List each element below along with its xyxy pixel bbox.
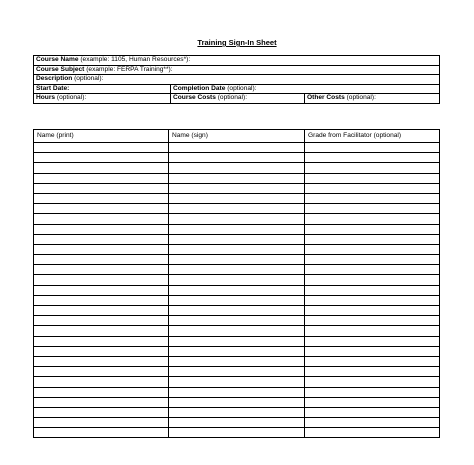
sign-in-rows — [34, 143, 440, 438]
other-costs-hint: (optional): — [344, 94, 376, 101]
grade-cell[interactable] — [305, 143, 440, 153]
grade-cell[interactable] — [305, 295, 440, 305]
grade-cell[interactable] — [305, 356, 440, 366]
name-print-cell[interactable] — [34, 356, 169, 366]
grade-cell[interactable] — [305, 397, 440, 407]
name-print-cell[interactable] — [34, 418, 169, 428]
grade-cell[interactable] — [305, 204, 440, 214]
grade-cell[interactable] — [305, 275, 440, 285]
grade-cell[interactable] — [305, 407, 440, 417]
name-sign-cell[interactable] — [169, 377, 305, 387]
name-print-cell[interactable] — [34, 326, 169, 336]
name-sign-cell[interactable] — [169, 244, 305, 254]
description-label: Description — [36, 75, 73, 82]
start-date-label: Start Date: — [36, 84, 70, 92]
course-costs-field[interactable] — [171, 94, 305, 104]
course-subject-label: Course Subject — [36, 65, 85, 73]
course-name-hint: (example: 1105, Human Resources*): — [78, 56, 191, 63]
table-row — [34, 336, 440, 346]
name-sign-cell[interactable] — [169, 163, 305, 173]
name-sign-cell[interactable] — [169, 387, 305, 397]
name-print-cell[interactable] — [34, 143, 169, 153]
name-sign-cell[interactable] — [169, 316, 305, 326]
sign-in-table — [33, 129, 440, 438]
name-print-cell[interactable] — [34, 224, 169, 234]
name-print-cell[interactable] — [34, 306, 169, 316]
course-subject-row — [34, 65, 440, 75]
grade-cell[interactable] — [305, 193, 440, 203]
name-print-cell[interactable] — [34, 183, 169, 193]
name-print-cell[interactable] — [34, 204, 169, 214]
table-row — [34, 143, 440, 153]
name-print-cell[interactable] — [34, 173, 169, 183]
table-row — [34, 265, 440, 275]
name-print-cell[interactable] — [34, 214, 169, 224]
table-row — [34, 326, 440, 336]
course-name-field[interactable] — [34, 56, 440, 66]
name-sign-cell[interactable] — [169, 418, 305, 428]
grade-cell[interactable] — [305, 153, 440, 163]
grade-cell[interactable] — [305, 163, 440, 173]
name-sign-cell[interactable] — [169, 255, 305, 265]
grade-cell[interactable] — [305, 377, 440, 387]
table-row — [34, 295, 440, 305]
name-print-cell[interactable] — [34, 336, 169, 346]
grade-cell[interactable] — [305, 183, 440, 193]
table-row — [34, 356, 440, 366]
name-print-cell[interactable] — [34, 377, 169, 387]
grade-cell[interactable] — [305, 265, 440, 275]
table-row — [34, 244, 440, 254]
name-sign-cell[interactable] — [169, 367, 305, 377]
name-sign-cell[interactable] — [169, 173, 305, 183]
table-row — [34, 214, 440, 224]
name-sign-cell[interactable] — [169, 204, 305, 214]
costs-row — [34, 94, 440, 104]
table-row — [34, 153, 440, 163]
table-row — [34, 224, 440, 234]
table-row — [34, 234, 440, 244]
name-sign-cell[interactable] — [169, 336, 305, 346]
course-subject-field[interactable] — [34, 65, 440, 75]
column-header-name-sign: Name (sign) — [169, 130, 305, 143]
table-row — [34, 316, 440, 326]
course-name-row — [34, 56, 440, 66]
completion-date-hint: (optional): — [225, 84, 257, 92]
name-sign-cell[interactable] — [169, 356, 305, 366]
name-print-cell[interactable] — [34, 285, 169, 295]
table-row — [34, 397, 440, 407]
name-print-cell[interactable] — [34, 244, 169, 254]
name-print-cell[interactable] — [34, 346, 169, 356]
hours-hint: (optional): — [55, 94, 87, 101]
column-header-name-print: Name (print) — [34, 130, 169, 143]
name-sign-cell[interactable] — [169, 346, 305, 356]
name-sign-cell[interactable] — [169, 295, 305, 305]
grade-cell[interactable] — [305, 214, 440, 224]
name-sign-cell[interactable] — [169, 193, 305, 203]
column-header-grade: Grade from Facilitator (optional) — [305, 130, 440, 143]
grade-cell[interactable] — [305, 234, 440, 244]
name-sign-cell[interactable] — [169, 306, 305, 316]
name-sign-cell[interactable] — [169, 143, 305, 153]
course-subject-hint: (example: FERPA Training**): — [84, 65, 173, 73]
start-date-field[interactable] — [34, 84, 171, 94]
name-print-cell[interactable] — [34, 428, 169, 438]
table-row — [34, 183, 440, 193]
name-print-cell[interactable] — [34, 316, 169, 326]
course-name-label: Course Name — [36, 56, 79, 63]
grade-cell[interactable] — [305, 367, 440, 377]
other-costs-label: Other Costs — [307, 94, 345, 101]
table-row — [34, 367, 440, 377]
name-print-cell[interactable] — [34, 163, 169, 173]
other-costs-field[interactable] — [305, 94, 440, 104]
grade-cell[interactable] — [305, 316, 440, 326]
name-print-cell[interactable] — [34, 255, 169, 265]
table-row — [34, 306, 440, 316]
name-print-cell[interactable] — [34, 265, 169, 275]
name-print-cell[interactable] — [34, 234, 169, 244]
grade-cell[interactable] — [305, 346, 440, 356]
grade-cell[interactable] — [305, 428, 440, 438]
table-row — [34, 346, 440, 356]
name-sign-cell[interactable] — [169, 265, 305, 275]
name-print-cell[interactable] — [34, 153, 169, 163]
page-title: Training Sign-In Sheet — [197, 38, 277, 47]
name-print-cell[interactable] — [34, 367, 169, 377]
grade-cell[interactable] — [305, 336, 440, 346]
grade-cell[interactable] — [305, 418, 440, 428]
grade-cell[interactable] — [305, 224, 440, 234]
name-sign-cell[interactable] — [169, 234, 305, 244]
name-print-cell[interactable] — [34, 295, 169, 305]
table-row — [34, 204, 440, 214]
name-print-cell[interactable] — [34, 407, 169, 417]
grade-cell[interactable] — [305, 173, 440, 183]
table-row — [34, 407, 440, 417]
name-sign-cell[interactable] — [169, 275, 305, 285]
name-sign-cell[interactable] — [169, 326, 305, 336]
table-row — [34, 163, 440, 173]
name-print-cell[interactable] — [34, 397, 169, 407]
name-print-cell[interactable] — [34, 275, 169, 285]
course-costs-label: Course Costs — [173, 94, 216, 101]
grade-cell[interactable] — [305, 387, 440, 397]
completion-date-label: Completion Date — [173, 84, 226, 92]
table-row — [34, 285, 440, 295]
hours-field[interactable] — [34, 94, 171, 104]
grade-cell[interactable] — [305, 244, 440, 254]
table-row — [34, 428, 440, 438]
course-costs-hint: (optional): — [215, 94, 248, 101]
name-sign-cell[interactable] — [169, 285, 305, 295]
table-row — [34, 387, 440, 397]
name-sign-cell[interactable] — [169, 214, 305, 224]
name-print-cell[interactable] — [34, 387, 169, 397]
description-field[interactable] — [34, 75, 440, 85]
name-sign-cell[interactable] — [169, 183, 305, 193]
table-row — [34, 255, 440, 265]
grade-cell[interactable] — [305, 285, 440, 295]
name-sign-cell[interactable] — [169, 407, 305, 417]
table-row — [34, 275, 440, 285]
table-row — [34, 193, 440, 203]
sign-in-header-row — [34, 130, 440, 143]
dates-row — [34, 84, 440, 94]
name-sign-cell[interactable] — [169, 224, 305, 234]
name-sign-cell[interactable] — [169, 397, 305, 407]
description-hint: (optional): — [72, 75, 104, 82]
grade-cell[interactable] — [305, 306, 440, 316]
name-print-cell[interactable] — [34, 193, 169, 203]
description-row — [34, 75, 440, 85]
table-row — [34, 418, 440, 428]
table-row — [34, 173, 440, 183]
course-info-table — [33, 55, 440, 104]
name-sign-cell[interactable] — [169, 153, 305, 163]
grade-cell[interactable] — [305, 326, 440, 336]
completion-date-field[interactable] — [171, 84, 440, 94]
name-sign-cell[interactable] — [169, 428, 305, 438]
table-row — [34, 377, 440, 387]
hours-label: Hours — [36, 94, 56, 101]
grade-cell[interactable] — [305, 255, 440, 265]
